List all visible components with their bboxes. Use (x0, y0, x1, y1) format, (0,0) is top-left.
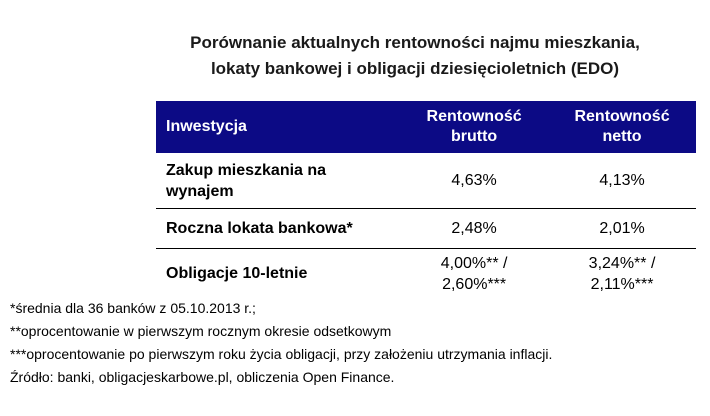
row-name-line-1: Zakup mieszkania na (166, 161, 327, 179)
row-gross-value: 2,48% (400, 209, 548, 249)
table-row (156, 249, 696, 299)
row-net-line-2: 2,11%*** (590, 275, 654, 293)
header-net-line-2: netto (602, 128, 642, 145)
header-gross-line-2: brutto (451, 128, 498, 145)
footnotes (10, 297, 552, 389)
row-gross-value: 4,63% (400, 153, 548, 209)
header-gross-line-1: Rentowność (426, 108, 522, 125)
row-net-value: 4,13% (548, 153, 696, 209)
header-gross-yield (400, 101, 548, 153)
row-gross-line-2: 2,60%*** (442, 275, 507, 293)
row-investment-name (156, 153, 400, 209)
row-net-value (548, 249, 696, 299)
page-title (155, 30, 675, 82)
header-investment: Inwestycja (156, 101, 400, 153)
header-net-yield (548, 101, 696, 153)
row-investment-name: Roczna lokata bankowa* (156, 209, 400, 249)
table-row (156, 153, 696, 209)
row-name-line-2: wynajem (166, 182, 234, 200)
row-net-value: 2,01% (548, 209, 696, 249)
row-gross-line-1: 4,00%** / (440, 254, 508, 272)
table-header-row (156, 101, 696, 153)
table-row (156, 209, 696, 249)
footnote-source: Źródło: banki, obligacjeskarbowe.pl, obliczenia Open Finance. (10, 369, 395, 385)
page-title-line-1: Porównanie aktualnych rentowności najmu mieszkania, (190, 33, 640, 52)
header-net-line-1: Rentowność (574, 108, 670, 125)
row-gross-value (400, 249, 548, 299)
footnote-average: *średnia dla 36 banków z 05.10.2013 r.; (10, 300, 256, 316)
row-investment-name: Obligacje 10-letnie (166, 264, 308, 282)
page-title-line-2: lokaty bankowej i obligacji dziesięcioletnich (EDO) (210, 59, 620, 78)
footnote-first-period: **oprocentowanie w pierwszym rocznym okresie odsetkowym (10, 323, 392, 339)
comparison-table (156, 101, 696, 298)
footnote-after-first-year: ***oprocentowanie po pierwszym roku życia obligacji, przy założeniu utrzymania inflacji. (10, 346, 553, 362)
row-net-line-1: 3,24%** / (588, 254, 656, 272)
